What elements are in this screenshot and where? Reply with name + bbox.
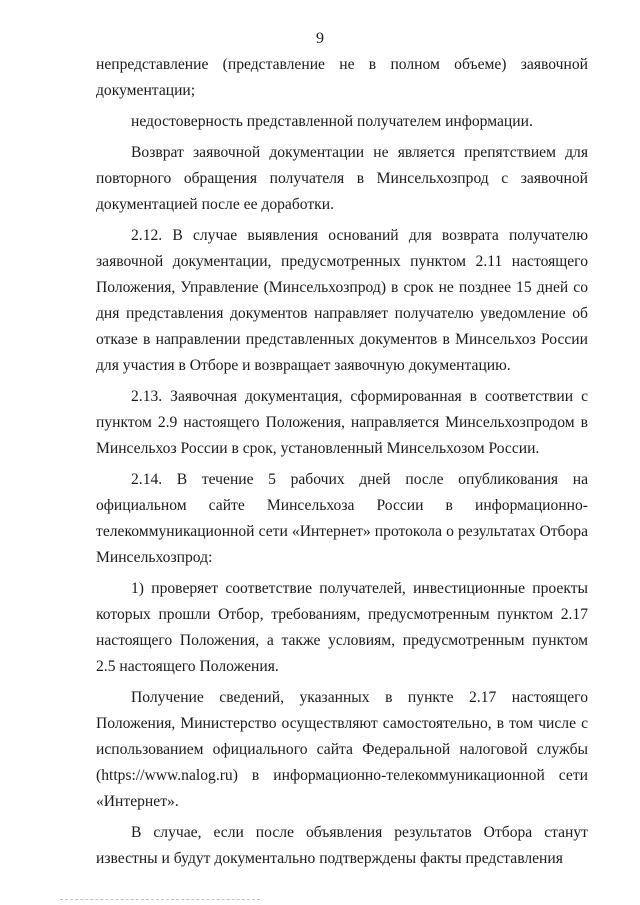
document-body bbox=[96, 52, 588, 877]
paragraph: непредставление (представление не в полном объеме) заявочной документации; bbox=[96, 56, 588, 99]
paragraph: недостоверность представленной получателем информации. bbox=[131, 113, 533, 130]
page-number: 9 bbox=[316, 30, 324, 47]
paragraph: 2.14. В течение 5 рабочих дней после опубликования на официальном сайте Минсельхоза России в информационно-телекоммуникационной сети «Интернет» протокола о результатах Отбора Минсельхозпрод: bbox=[96, 471, 588, 566]
paragraph: 1) проверяет соответствие получателей, инвестиционные проекты которых прошли Отбор, требованиям, предусмотренным пунктом 2.17 настоящего Положения, а также условиям, предусмотренным пунктом 2.5 настоящего Положения. bbox=[96, 580, 588, 675]
paragraph: Получение сведений, указанных в пункте 2.17 настоящего Положения, Министерство осуществляют самостоятельно, в том числе с использованием официального сайта Федеральной налоговой службы (https://www.nalog.ru) в информационно-телекоммуникационной сети «Интернет». bbox=[96, 689, 588, 810]
paragraph: 2.13. Заявочная документация, сформированная в соответствии с пунктом 2.9 настоящего Положения, направляется Минсельхозпродом в Минсельхоз России в срок, установленный Минсельхозом России. bbox=[96, 388, 588, 457]
scan-edge-mark bbox=[60, 899, 260, 902]
paragraph: 2.12. В случае выявления оснований для возврата получателю заявочной документации, предусмотренных пунктом 2.11 настоящего Положения, Управление (Минсельхозпрод) в срок не позднее 15 дней со дня представления документов направляет получателю уведомление об отказе в направлении представленных документов в Минсельхоз России для участия в Отборе и возвращает заявочную документацию. bbox=[96, 227, 588, 374]
paragraph: Возврат заявочной документации не является препятствием для повторного обращения получателя в Минсельхозпрод с заявочной документацией после ее доработки. bbox=[96, 144, 588, 213]
paragraph: В случае, если после объявления результатов Отбора станут известны и будут документально подтверждены факты представления bbox=[96, 824, 588, 867]
